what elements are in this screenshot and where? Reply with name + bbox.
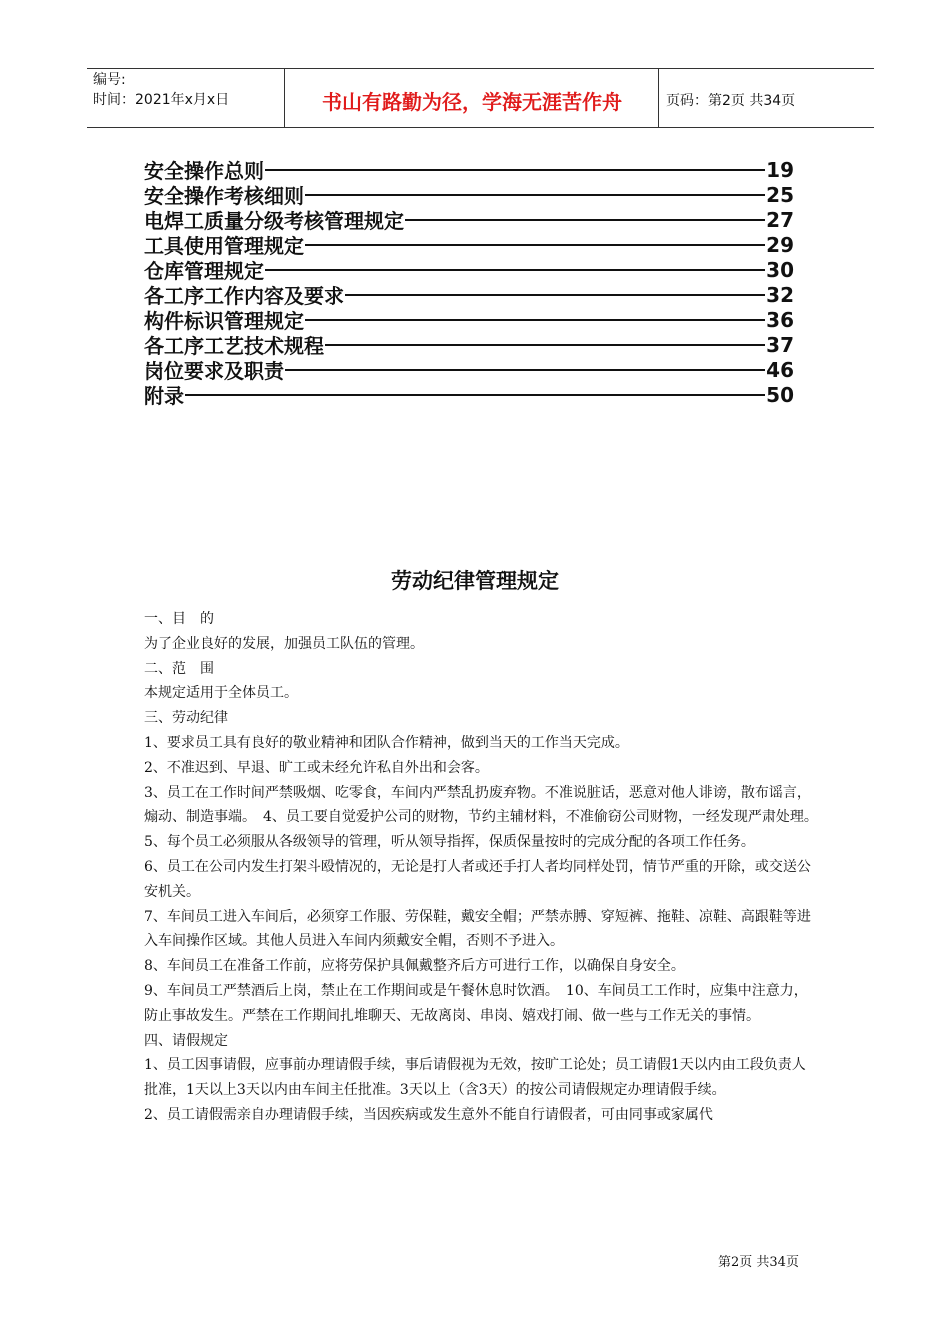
toc-title: 安全操作总则 <box>144 159 264 183</box>
toc-title: 安全操作考核细则 <box>144 184 304 208</box>
toc-page: 25 <box>766 182 794 207</box>
toc-page: 37 <box>766 332 794 357</box>
toc-leader <box>185 394 765 396</box>
header-page-label: 页码：第2页 共34页 <box>666 93 796 109</box>
toc-title: 电焊工质量分级考核管理规定 <box>144 209 404 233</box>
toc-title: 岗位要求及职责 <box>144 359 284 383</box>
toc-row[interactable] <box>144 282 794 307</box>
header-info <box>93 70 229 110</box>
time-label: 时间：2021年x月x日 <box>93 92 230 108</box>
toc-row[interactable] <box>144 157 794 182</box>
toc-row[interactable] <box>144 357 794 382</box>
paragraph: 3、员工在工作时间严禁吸烟、吃零食，车间内严禁乱扔废弃物。不准说脏话，恶意对他人诽谤，散布谣言，煽动、制造事端。 4、员工要自觉爱护公司的财物，节约主辅材料，不准偷窃公司财物，一经发现严肃处理。 <box>144 784 818 826</box>
toc-title: 附录 <box>144 384 184 408</box>
toc-leader <box>345 294 765 296</box>
toc-page: 36 <box>766 307 794 332</box>
toc-title: 各工序工作内容及要求 <box>144 284 344 308</box>
paragraph: 2、员工请假需亲自办理请假手续，当因疾病或发生意外不能自行请假者，可由同事或家属代 <box>144 1106 713 1123</box>
header-bottom-rule <box>87 127 874 128</box>
toc-title: 构件标识管理规定 <box>144 309 304 333</box>
toc-row[interactable] <box>144 257 794 282</box>
header-divider-left <box>284 68 285 128</box>
paragraph: 8、车间员工在准备工作前，应将劳保护具佩戴整齐后方可进行工作，以确保自身安全。 <box>144 958 685 975</box>
paragraph: 1、要求员工具有良好的敬业精神和团队合作精神，做到当天的工作当天完成。 <box>144 734 629 751</box>
toc-row[interactable] <box>144 207 794 232</box>
table-of-contents <box>144 157 794 407</box>
paragraph: 2、不准迟到、早退、旷工或未经允许私自外出和会客。 <box>144 759 489 776</box>
page-footer: 第2页 共34页 <box>718 1255 799 1270</box>
document-title: 劳动纪律管理规定 <box>391 568 559 593</box>
toc-leader <box>405 219 765 221</box>
document-body <box>144 607 819 1128</box>
toc-leader <box>265 169 765 171</box>
toc-page: 32 <box>766 282 794 307</box>
paragraph: 7、车间员工进入车间后，必须穿工作服、劳保鞋，戴安全帽；严禁赤膊、穿短裤、拖鞋、凉鞋、高跟鞋等进入车间操作区域。其他人员进入车间内须戴安全帽，否则不予进入。 <box>144 908 811 950</box>
toc-leader <box>305 319 765 321</box>
header-top-rule <box>87 68 874 69</box>
toc-title: 各工序工艺技术规程 <box>144 334 324 358</box>
toc-leader <box>305 194 765 196</box>
toc-row[interactable] <box>144 307 794 332</box>
toc-page: 30 <box>766 257 794 282</box>
section-heading: 二、范 围 <box>144 660 214 677</box>
toc-row[interactable] <box>144 232 794 257</box>
serial-label: 编号: <box>93 72 126 88</box>
paragraph: 1、员工因事请假，应事前办理请假手续，事后请假视为无效，按旷工论处；员工请假1天以内由工段负责人批准，1天以上3天以内由车间主任批准。3天以上（含3天）的按公司请假规定办理请假手续。 <box>144 1057 806 1099</box>
section-heading: 三、劳动纪律 <box>144 710 228 727</box>
section-heading: 四、请假规定 <box>144 1032 228 1049</box>
toc-row[interactable] <box>144 382 794 407</box>
paragraph: 本规定适用于全体员工。 <box>144 685 298 702</box>
toc-title: 仓库管理规定 <box>144 259 264 283</box>
toc-page: 50 <box>766 382 794 407</box>
toc-page: 29 <box>766 232 794 257</box>
toc-leader <box>305 244 765 246</box>
toc-row[interactable] <box>144 332 794 357</box>
toc-leader <box>265 269 765 271</box>
toc-page: 19 <box>766 157 794 182</box>
paragraph: 为了企业良好的发展，加强员工队伍的管理。 <box>144 635 424 652</box>
header-motto: 书山有路勤为径，学海无涯苦作舟 <box>322 90 622 114</box>
toc-page: 27 <box>766 207 794 232</box>
toc-title: 工具使用管理规定 <box>144 234 304 258</box>
paragraph: 5、每个员工必须服从各级领导的管理，听从领导指挥，保质保量按时的完成分配的各项工作任务。 <box>144 834 755 851</box>
toc-leader <box>325 344 765 346</box>
paragraph: 6、员工在公司内发生打架斗殴情况的，无论是打人者或还手打人者均同样处罚，情节严重的开除，或交送公安机关。 <box>144 858 811 900</box>
toc-row[interactable] <box>144 182 794 207</box>
toc-page: 46 <box>766 357 794 382</box>
header-divider-right <box>658 68 659 128</box>
paragraph: 9、车间员工严禁酒后上岗，禁止在工作期间或是午餐休息时饮酒。 10、车间员工工作时，应集中注意力，防止事故发生。严禁在工作期间扎堆聊天、无故离岗、串岗、嬉戏打闹、做一些与工作无关的事情。 <box>144 982 808 1024</box>
section-heading: 一、目 的 <box>144 611 214 627</box>
toc-leader <box>285 369 765 371</box>
